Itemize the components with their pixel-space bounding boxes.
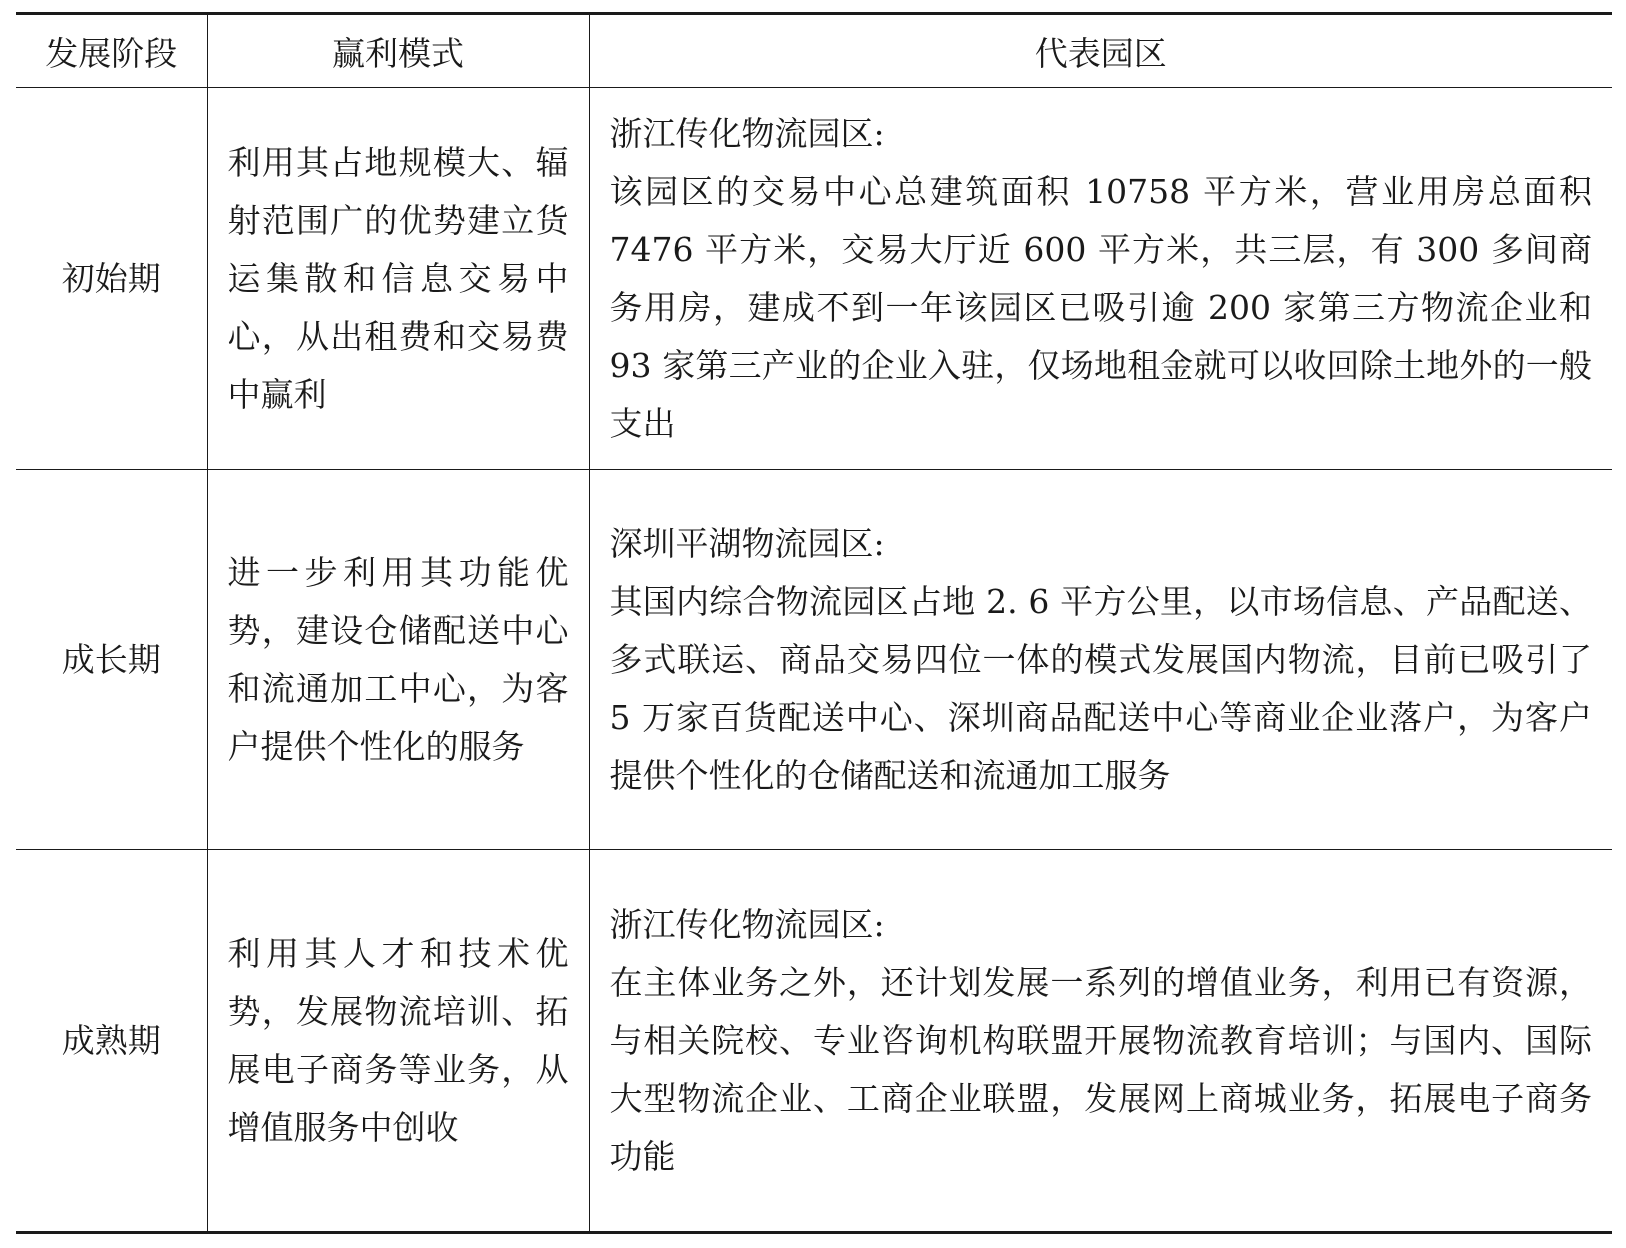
header-row bbox=[16, 14, 1612, 88]
profit-model-cell: 进一步利用其功能优势，建设仓储配送中心和流通加工中心，为客户提供个性化的服务 bbox=[207, 470, 589, 850]
stage-cell: 成长期 bbox=[16, 470, 207, 850]
park-name: 浙江传化物流园区: bbox=[609, 113, 885, 153]
park-name: 深圳平湖物流园区: bbox=[609, 523, 885, 563]
stage-cell: 初始期 bbox=[16, 88, 207, 470]
representative-park-cell bbox=[589, 850, 1612, 1233]
representative-park-cell bbox=[589, 470, 1612, 850]
park-description: 在主体业务之外，还计划发展一系列的增值业务，利用已有资源，与相关院校、专业咨询机构联盟开展物流教育培训；与国内、国际大型物流企业、工商企业联盟，发展网上商城业务，拓展电子商务功能 bbox=[609, 962, 1592, 1176]
development-stage-table bbox=[16, 12, 1612, 1234]
table-row bbox=[16, 470, 1612, 850]
park-description: 该园区的交易中心总建筑面积 10758 平方米，营业用房总面积 7476 平方米，交易大厅近 600 平方米，共三层，有 300 多间商务用房，建成不到一年该园区已吸引逾 200 家第三方物流企业和 93 家第三产业的企业入驻，仅场地租金就可以收回除土地外的一般支出 bbox=[609, 171, 1592, 443]
profit-model-cell: 利用其占地规模大、辐射范围广的优势建立货运集散和信息交易中心，从出租费和交易费中赢利 bbox=[207, 88, 589, 470]
representative-park-cell bbox=[589, 88, 1612, 470]
header-park: 代表园区 bbox=[589, 14, 1612, 88]
table-row bbox=[16, 850, 1612, 1233]
header-stage: 发展阶段 bbox=[16, 14, 207, 88]
park-name: 浙江传化物流园区: bbox=[609, 904, 885, 944]
header-model: 赢利模式 bbox=[207, 14, 589, 88]
profit-model-cell: 利用其人才和技术优势，发展物流培训、拓展电子商务等业务，从增值服务中创收 bbox=[207, 850, 589, 1233]
park-description: 其国内综合物流园区占地 2. 6 平方公里，以市场信息、产品配送、多式联运、商品交易四位一体的模式发展国内物流，目前已吸引了 5 万家百货配送中心、深圳商品配送中心等商业企业落户，为客户提供个性化的仓储配送和流通加工服务 bbox=[609, 581, 1592, 795]
table-row bbox=[16, 88, 1612, 470]
stage-cell: 成熟期 bbox=[16, 850, 207, 1233]
